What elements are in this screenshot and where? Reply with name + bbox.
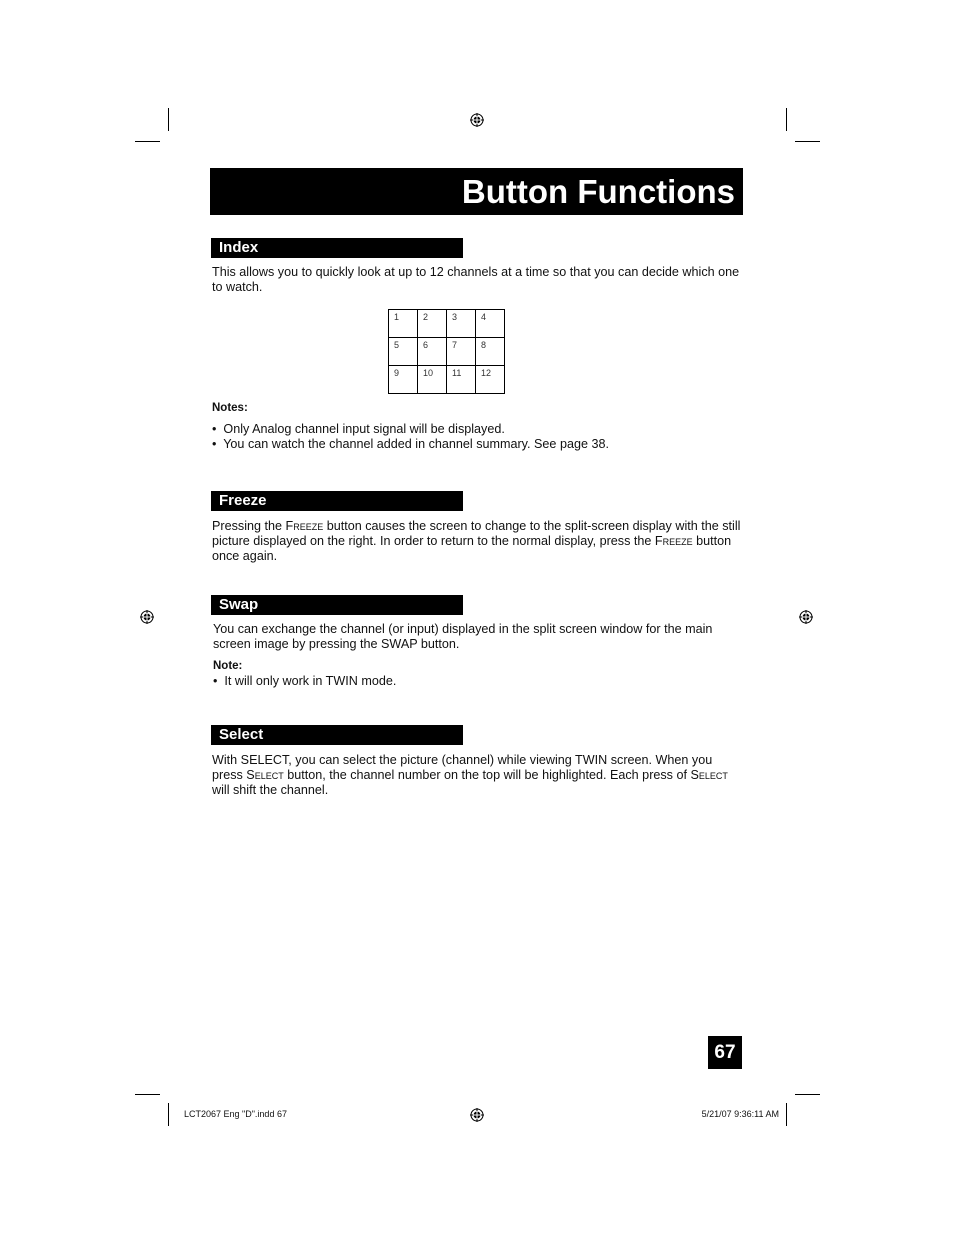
note-text: It will only work in TWIN mode. bbox=[224, 674, 397, 688]
grid-cell: 6 bbox=[418, 338, 447, 366]
page-number: 67 bbox=[708, 1036, 742, 1069]
grid-cell: 12 bbox=[476, 366, 505, 394]
grid-cell: 11 bbox=[447, 366, 476, 394]
registration-mark-icon bbox=[140, 610, 154, 624]
registration-mark-icon bbox=[799, 610, 813, 624]
crop-mark bbox=[168, 1103, 169, 1126]
grid-cell: 4 bbox=[476, 310, 505, 338]
grid-cell: 1 bbox=[389, 310, 418, 338]
grid-cell: 3 bbox=[447, 310, 476, 338]
swap-description: You can exchange the channel (or input) displayed in the split screen window for the main screen image by pressing the SWAP button. bbox=[213, 622, 713, 651]
index-channel-grid bbox=[388, 309, 505, 394]
crop-mark bbox=[135, 1094, 160, 1095]
registration-mark-icon bbox=[470, 1108, 484, 1122]
crop-mark bbox=[795, 141, 820, 142]
note-item: • Only Analog channel input signal will be displayed. bbox=[212, 422, 505, 436]
note-item: • It will only work in TWIN mode. bbox=[213, 674, 397, 688]
crop-mark bbox=[168, 108, 169, 131]
grid-cell: 9 bbox=[389, 366, 418, 394]
note-text: You can watch the channel added in channel summary. See page 38. bbox=[223, 437, 609, 451]
grid-cell: 2 bbox=[418, 310, 447, 338]
grid-cell: 8 bbox=[476, 338, 505, 366]
note-label: Note: bbox=[213, 660, 243, 672]
note-item: • You can watch the channel added in channel summary. See page 38. bbox=[212, 437, 609, 451]
footer-file-info: LCT2067 Eng "D".indd 67 bbox=[184, 1109, 287, 1119]
freeze-description: Pressing the Freeze button causes the screen to change to the split-screen display with the still picture displayed on the right. In order to return to the normal display, press the Freeze button once again. bbox=[212, 519, 741, 563]
crop-mark bbox=[786, 108, 787, 131]
page-title: Button Functions bbox=[210, 168, 743, 215]
grid-cell: 5 bbox=[389, 338, 418, 366]
crop-mark bbox=[135, 141, 160, 142]
footer-timestamp: 5/21/07 9:36:11 AM bbox=[701, 1109, 779, 1119]
registration-mark-icon bbox=[470, 113, 484, 127]
section-heading-swap: Swap bbox=[211, 595, 463, 615]
select-description: With SELECT, you can select the picture (channel) while viewing TWIN screen. When you press Select button, the channel number on the top will be highlighted. Each press of Select will shift the channel. bbox=[212, 753, 728, 797]
grid-cell: 10 bbox=[418, 366, 447, 394]
section-heading-freeze: Freeze bbox=[211, 491, 463, 511]
note-text: Only Analog channel input signal will be displayed. bbox=[223, 422, 505, 436]
section-heading-select: Select bbox=[211, 725, 463, 745]
crop-mark bbox=[795, 1094, 820, 1095]
grid-cell: 7 bbox=[447, 338, 476, 366]
notes-label: Notes: bbox=[212, 402, 248, 414]
index-description: This allows you to quickly look at up to 12 channels at a time so that you can decide which one to watch. bbox=[212, 265, 740, 294]
crop-mark bbox=[786, 1103, 787, 1126]
section-heading-index: Index bbox=[211, 238, 463, 258]
